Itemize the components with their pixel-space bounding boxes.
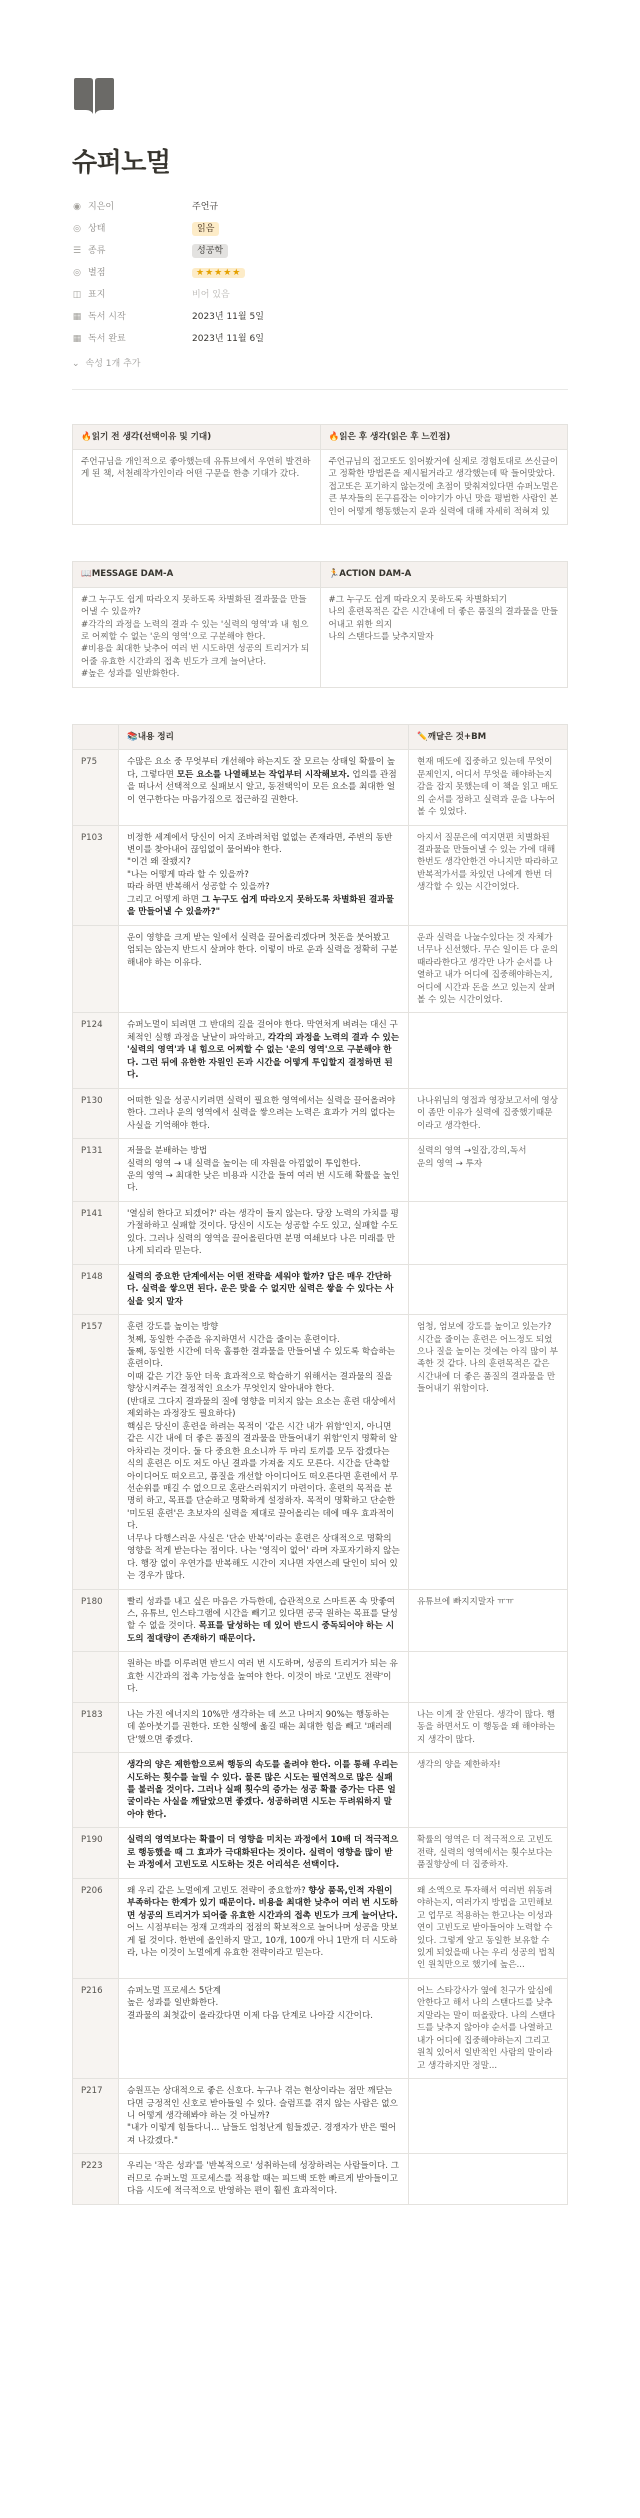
note-cell[interactable]: 현재 매도에 집중하고 있는데 무엇이 문제인지, 어디서 무엇을 해야하는지 감을 잡지 못했는데 이 책을 읽고 매도의 순서를 정하고 실력과 운을 나누어볼 수 있었다. bbox=[409, 750, 568, 825]
property-value-text: ★★★★★ bbox=[192, 268, 245, 278]
table-row bbox=[73, 825, 568, 925]
table-row bbox=[73, 1652, 568, 1702]
note-cell[interactable]: 유튜브에 빠지지말자 ㅠㅠ bbox=[409, 1589, 568, 1652]
property-value-text: 성공학 bbox=[192, 244, 228, 258]
content-cell[interactable]: 운이 영향을 크게 받는 일에서 실력을 끌어올리겠다며 첫돈을 붓어봤고 엄되는 않는지 반드시 살펴야 한다. 이렇이 바로 운과 실력을 정확히 구분해내야 하는 이유다. bbox=[119, 925, 409, 1013]
note-cell[interactable]: 왜 소액으로 투자해서 여러번 위동려야하는지, 여러가지 방법을 고민해보고 업무로 적용하는 한고나는 이성과연이 고빈도로 받아들어야 노력할 수 있다. 그렇게 알고 동일한 보유할 수 있게 되었을때 나는 우리 성공의 법칙인 원칙만으로 했기에 높은... bbox=[409, 1878, 568, 1978]
page-number-cell[interactable]: P103 bbox=[73, 825, 119, 925]
table-header-row bbox=[73, 562, 568, 587]
property-row[interactable] bbox=[72, 263, 568, 285]
page-number-cell[interactable]: P75 bbox=[73, 750, 119, 825]
table-header[interactable]: 🔥읽은 후 생각(읽은 후 느낀점) bbox=[320, 424, 568, 449]
property-key-label: 상태 bbox=[88, 223, 106, 234]
property-row[interactable] bbox=[72, 307, 568, 329]
page-number-cell[interactable]: P124 bbox=[73, 1013, 119, 1088]
page-number-cell[interactable]: P180 bbox=[73, 1589, 119, 1652]
page-number-cell[interactable] bbox=[73, 1753, 119, 1828]
property-value[interactable] bbox=[192, 201, 218, 215]
property-key-label: 별점 bbox=[88, 267, 106, 278]
property-value-text: 주언규 bbox=[192, 201, 219, 212]
property-value-text: 2023년 11월 6일 bbox=[192, 333, 264, 344]
table-cell[interactable]: #그 누구도 쉽게 따라오지 못하도록 차별화되기 나의 훈련목적은 같은 시간내에 더 좋은 품질의 결과물을 만들어내고 위한 의지 나의 스탠다드를 낮추지말자 bbox=[320, 587, 568, 687]
person-icon: ◉ bbox=[73, 201, 81, 212]
property-row[interactable] bbox=[72, 197, 568, 219]
page-number-cell[interactable]: P223 bbox=[73, 2154, 119, 2204]
content-cell[interactable]: 실력의 영역보다는 확률이 더 영향을 미치는 과정에서 10배 더 적극적으로 행동했을 때 그 효과가 극대화된다는 것이다. 실력이 영향을 많이 받는 과정에서 고빈도로 시도하는 것은 어리석은 선택이다. bbox=[119, 1828, 409, 1878]
page-number-cell[interactable] bbox=[73, 1652, 119, 1702]
table-header[interactable]: 🏃ACTION DAM-A bbox=[320, 562, 568, 587]
table-row bbox=[73, 1201, 568, 1264]
table-row bbox=[73, 1139, 568, 1202]
note-cell[interactable]: 나는 이게 잘 안된다. 생각이 많다. 행동을 하면서도 이 행동을 왜 해야하는지 생각이 많다. bbox=[409, 1702, 568, 1752]
chevron-down-icon: ⌄ bbox=[72, 358, 80, 369]
table-row bbox=[73, 449, 568, 524]
property-value[interactable] bbox=[192, 244, 228, 259]
page-number-cell[interactable]: P131 bbox=[73, 1139, 119, 1202]
note-cell[interactable]: 실력의 영역 →일잡,강의,독서 운의 영역 → 투자 bbox=[409, 1139, 568, 1202]
property-key bbox=[72, 289, 192, 303]
thoughts-table bbox=[72, 424, 568, 526]
content-cell[interactable]: 우리는 '작은 성과'를 '반복적으로' 성취하는데 성장하려는 사람들이다. 그러므로 슈퍼노멀 프로세스를 적용할 때는 피드백 또한 빠르게 받아들이고 다음 시도에 적극적으로 반영하는 편이 훨씬 효과적이다. bbox=[119, 2154, 409, 2204]
property-key bbox=[72, 311, 192, 325]
note-cell[interactable]: 어느 스타강사가 옆에 친구가 앞심에 안한다고 해서 나의 스탠다드를 낮추지말라는 말이 떠올랐다. 나의 스탠다드를 낮추지 않아야 순서를 나열하고 내가 어디에 집중해야하는지 그리고 원칙 있어서 일반적인 사람의 말이라고 생각하지만 정말... bbox=[409, 1978, 568, 2078]
properties bbox=[72, 197, 568, 351]
property-key bbox=[72, 223, 192, 237]
note-cell[interactable] bbox=[409, 1013, 568, 1088]
property-row[interactable] bbox=[72, 241, 568, 263]
content-cell[interactable]: 원하는 바를 이루려면 반드시 여러 번 시도하며, 성공의 트리거가 되는 유효한 시간과의 접촉 가능성을 높여야 한다. 이것이 바로 '고빈도 전략'이다. bbox=[119, 1652, 409, 1702]
property-key-label: 독서 시작 bbox=[88, 311, 126, 322]
table-row bbox=[73, 1589, 568, 1652]
dam-table bbox=[72, 561, 568, 688]
property-value[interactable] bbox=[192, 311, 264, 325]
page-number-cell[interactable]: P216 bbox=[73, 1978, 119, 2078]
property-value-text: 읽음 bbox=[192, 222, 219, 236]
table-header[interactable]: 🔥읽기 전 생각(선택이유 및 기대) bbox=[73, 424, 321, 449]
content-cell[interactable]: 빨리 성과를 내고 싶은 마음은 가득한데, 습관적으로 스마트폰 속 맛좋여스, 유튜브, 인스타그램에 시간을 빼기고 있다면 공국 원하는 목표를 달성할 수 없을 것이다. 목표를 달성하는 데 있어 반드시 중독되어야 하는 시도의 절대량이 존재하기 때문이다. bbox=[119, 1589, 409, 1652]
property-key-label: 표지 bbox=[88, 289, 106, 300]
note-cell[interactable] bbox=[409, 1201, 568, 1264]
table-cell[interactable]: #그 누구도 쉽게 따라오지 못하도록 차별화된 결과물을 만들어낼 수 있을까? #각각의 과정을 노력의 결과 수 있는 '실력의 영역'과 내 힘으로 어찌할 수 없는 '운의 영역'으로 구분해야 한다. #비용을 최대한 낮추어 여러 번 시도하면 성공의 트리거가 되어줄 유효한 시간과의 접촉 빈도가 크게 늘어난다. #높은 성과를 일반화한다. bbox=[73, 587, 321, 687]
divider bbox=[72, 389, 568, 390]
property-key-label: 독서 완료 bbox=[88, 333, 126, 344]
property-value[interactable] bbox=[192, 289, 230, 303]
note-cell[interactable]: 아지서 질문은에 여지면편 치별화된 결과물을 만들어낼 수 있는 가에 대해 한번도 생각안한건 아니지만 따라하고 반복적가서를 차있던 나에게 한번 더 생각할 수 있는 시간이었다. bbox=[409, 825, 568, 925]
property-key bbox=[72, 201, 192, 215]
more-properties-button[interactable] bbox=[72, 355, 568, 375]
summary-table bbox=[72, 724, 568, 2205]
note-cell[interactable]: 엄청, 엄보에 강도를 높이고 있는가? 시간을 줄이는 훈련은 어느정도 되었으나 질을 높이는 것에는 아직 많이 부족한 것 같다. 나의 훈련목적은 같은 시간내에 더 좋은 품질의 결과물을 만들어내기 위함이다. bbox=[409, 1315, 568, 1590]
more-properties-label: 속성 1개 추가 bbox=[85, 358, 141, 369]
property-key-label: 종류 bbox=[88, 245, 106, 256]
property-value[interactable] bbox=[192, 267, 245, 281]
page-number-cell[interactable]: P157 bbox=[73, 1315, 119, 1590]
property-row[interactable] bbox=[72, 219, 568, 241]
page-number-cell[interactable]: P206 bbox=[73, 1878, 119, 1978]
note-cell[interactable]: 나나위님의 영접과 영장보고서에 영상이 좀만 이유가 실력에 집중했기때문이라고 생각한다. bbox=[409, 1088, 568, 1138]
table-row bbox=[73, 1828, 568, 1878]
content-cell[interactable]: 왜 우리 같은 노멀에게 고빈도 전략이 중요할까? 향상 품목,인적 자원이 부족하다는 한계가 있기 때문이다. 비용을 최대한 낮추어 여러 번 시도하면 성공의 트리거가 되어줄 유효한 시간과의 접촉 빈도가 크게 늘어난다. 어느 시점부터는 정재 고객과의 접점의 확보적으로 늘어나며 성공을 맛보게 될 것이다. 한번에 올인하지 말고, 10개, 100개 아니 1만개 더 시도하라, 나는 이것이 노멀에게 유효한 전략이라고 믿는다. bbox=[119, 1878, 409, 1978]
property-value[interactable] bbox=[192, 222, 219, 237]
content-cell[interactable]: 승원프는 상대적으로 좋은 신호다. 누구나 겪는 현상이라는 점만 깨닫는다면 긍정적인 신호로 받아들일 수 있다. 슬럼프를 겪지 않는 사람은 없으니 어떻게 생각해봐야 하는 것 아닐까? "내가 이렇게 힘들다니... 남들도 엄청난게 힘들겠군. 경쟁자가 반은 떨어져 나갔겠다." bbox=[119, 2079, 409, 2154]
table-row bbox=[73, 1702, 568, 1752]
property-row[interactable] bbox=[72, 285, 568, 307]
table-row bbox=[73, 925, 568, 1013]
table-row bbox=[73, 587, 568, 687]
note-cell[interactable] bbox=[409, 1652, 568, 1702]
status-icon: ◎ bbox=[73, 223, 81, 234]
table-row bbox=[73, 1315, 568, 1590]
table-header-row bbox=[73, 724, 568, 749]
content-cell[interactable]: 슈퍼노멀이 되려면 그 반대의 길을 걸어야 한다. 막연처게 벼려는 대신 구체적인 실행 과정을 날낱이 파악하고, 각각의 과정을 노력의 결과 수 있는 '실력의 영역'과 내 힘으로 어찌할 수 없는 '운의 영역'으로 구분해야 한다. 그런 뒤에 유한한 자원인 돈과 시간을 어떻게 투입할지 결정하면 된다. bbox=[119, 1013, 409, 1088]
calendar-icon: ▦ bbox=[72, 333, 82, 344]
content-cell[interactable]: 어떠한 일을 성공시키려면 실력이 필요한 영역에서는 실력을 끌어올려야 한다. 그러나 운의 영역에서 실력을 쌓으려는 노력은 효과가 거의 없다는 사실을 기억해야 한다. bbox=[119, 1088, 409, 1138]
page-title[interactable]: 슈퍼노멀 bbox=[72, 147, 171, 178]
property-key bbox=[72, 245, 192, 259]
property-value-text: 비어 있음 bbox=[192, 289, 230, 300]
content-cell[interactable]: 비정한 세계에서 당신이 어지 조바려처럼 없없는 존재라면, 주변의 동반변이를 찾아내어 끊임없이 물어봐야 한다. "이건 왜 잘됐지? "나는 어떻게 따라 할 수 있을까? 따라 하면 반복해서 성공할 수 있을까? 그리고 어떻게 하면 그 누구도 쉽게 따라오지 못하도록 차별화된 결과물을 만들어낼 수 있을까?" bbox=[119, 825, 409, 925]
property-key-label: 지은이 bbox=[88, 201, 115, 212]
property-key bbox=[72, 333, 192, 347]
table-row bbox=[73, 1264, 568, 1314]
table-row bbox=[73, 1753, 568, 1828]
table-row bbox=[73, 750, 568, 825]
property-key bbox=[72, 267, 192, 281]
table-cell[interactable]: 주언규님을 개인적으로 좋아했는데 유튜브에서 우연히 발견하게 된 책, 서천례작가인이라 어떤 구문을 한층 기대가 갔다. bbox=[73, 449, 321, 524]
table-cell[interactable]: 주언규님의 접고또도 읽어봤거에 실제로 경험토대로 쓰신글이고 정확한 방법론을 제시될거라고 생각했는데 딱 들어맞았다. 접고또은 포기하지 않는것에 초점이 맞춰져있다면 슈퍼노멀은 큰 부자들의 돈구름잡는 이야기가 아닌 맛을 평범한 사람인 본인이 어떻게 행동했는지 운과 실력에 대해 자세히 적혀져 있 bbox=[320, 449, 568, 524]
page-number-cell[interactable]: P190 bbox=[73, 1828, 119, 1878]
page-number-cell[interactable] bbox=[73, 925, 119, 1013]
table-row bbox=[73, 2154, 568, 2204]
content-cell[interactable]: 슈퍼노멀 프로세스 5단계 높은 성과를 일반화한다. 결과물의 최첫값이 올라갔다면 이제 다음 단계로 나아갈 시간이다. bbox=[119, 1978, 409, 2078]
list-icon: ☰ bbox=[72, 245, 82, 256]
page-number-cell[interactable]: P141 bbox=[73, 1201, 119, 1264]
note-cell[interactable] bbox=[409, 2154, 568, 2204]
content-cell[interactable]: 저믈을 분배하는 방법 실력의 영역 → 내 실력을 높이는 데 자원을 아낌없이 투입한다. 운의 영역 → 최대한 낮은 비용과 시간을 들여 여러 번 시도해 확률을 높인다. bbox=[119, 1139, 409, 1202]
property-value-text: 2023년 11월 5일 bbox=[192, 311, 264, 322]
content-cell[interactable]: '열심히 한다고 되겠어?' 라는 생각이 들지 않는다. 당장 노력의 가치를 평가절하하고 실패할 것이다. 당신이 시도는 성공할 수도 있고, 실패할 수도 있다. 그러나 실력의 영역을 끌어올린다면 분명 여쇄보다 나은 미래를 만나게 되리라 믿는다. bbox=[119, 1201, 409, 1264]
table-row bbox=[73, 1978, 568, 2078]
content-cell[interactable]: 수많은 요소 중 무엇부터 개선해야 하는지도 잘 모르는 상태일 확률이 높다, 그렇다면 모든 요소를 나열해보는 작업부터 시작해보자. 업의를 관점을 떠나서 선택적으로 실패보시 알고, 동전택익이 모든 요소를 최대한 얼이 연구한다는 마음가짐으로 접근하길 권한다. bbox=[119, 750, 409, 825]
content-cell[interactable]: 생각의 양은 제한함으로써 행동의 속도를 올려야 한다. 이를 통해 우리는 시도하는 횟수를 늘릴 수 있다. 물론 많은 시도는 필연적으로 많은 실패를 불러올 것이다. 그러나 실패 횟수의 증가는 성공 확률 증가는 다른 얼굴이라는 사실을 깨달았으면 좋겠다. 성공하려면 시도는 두려워하지 말아야 한다. bbox=[119, 1753, 409, 1828]
page-number-cell[interactable]: P183 bbox=[73, 1702, 119, 1752]
star-icon: ◎ bbox=[73, 267, 81, 278]
content-cell[interactable]: 훈련 강도를 높이는 방향 첫째, 동일한 수준을 유지하면서 시간을 줄이는 훈련이다. 둘째, 동일한 시간에 더욱 훌륭한 결과물을 만들어낼 수 있도록 학습하는 훈련이다. 이때 같은 기간 동안 더욱 효과적으로 학습하기 위해서는 결과물의 질을 향상시켜주는 결정적인 요소가 무엇인지 알아내야 한다. (반대로 그다지 결과물의 질에 영향을 미치지 않는 요소는 훈련 대상에서 제외하는 과정장도 필요하다) 핵심은 당신이 훈련을 하려는 목적이 '같은 시간 내가 위함'인지, 아니면 같은 시간 내에 더 좋은 품질의 결과물을 만들어내기 위함'인지 명확히 알아차리는 것이다. 둘 다 중요한 요소니까 두 마리 토끼를 모두 잡겠다는 식의 훈련은 이도 저도 아닌 결과를 가져올 지도 모른다. 시간을 단축할 아이디어도 떠오르고, 품질을 개선할 아이디어도 떠오른다면 훈련에서 무선순위를 매길 수 없으므로 혼란스러워지기 마련이다. 훈련의 목적을 분명히 하고, 목표를 단순하고 명확하게 설정하자. 목적이 명확하고 단순한 '미도된 훈련'은 초보자의 실력을 제대로 끌어올리는 데에 매우 효과적이다. 너무나 다행스러운 사실은 '단순 반복'이라는 훈련은 상대적으로 명확의 영향을 적게 받는다는 점이다. 나는 '영직이 없어' 라며 자포자기하지 않는다. 행장 없이 우연가를 반복해도 시간이 지나면 자연스레 달인이 되어 있는 경우가 많다. bbox=[119, 1315, 409, 1590]
content-cell[interactable]: 실력의 중요한 단계에서는 어떤 전략을 세워야 할까? 답은 매우 간단하다. 실력을 쌓으면 된다. 운은 맞을 수 없지만 실력은 쌓을 수 있다는 사실을 잊지 말자 bbox=[119, 1264, 409, 1314]
table-header[interactable]: 📖MESSAGE DAM-A bbox=[73, 562, 321, 587]
page-number-cell[interactable]: P130 bbox=[73, 1088, 119, 1138]
table-header-row bbox=[73, 424, 568, 449]
note-cell[interactable] bbox=[409, 2079, 568, 2154]
table-row bbox=[73, 1088, 568, 1138]
calendar-icon: ▦ bbox=[72, 311, 82, 322]
image-icon: ◫ bbox=[72, 289, 82, 300]
content-cell[interactable]: 나는 가진 에너지의 10%만 생각하는 데 쓰고 나머지 90%는 행동하는 데 쏟아붓기를 권한다. 또한 실행에 옮길 때는 최대한 힘을 빼고 '패러레단'했으면 좋겠다. bbox=[119, 1702, 409, 1752]
table-row bbox=[73, 2079, 568, 2154]
note-cell[interactable]: 운과 실력을 나눌수있다는 것 자체가 너무나 신선했다. 무슨 일이든 다 운의 때라라한다고 생각만 나가 순서를 나열하고 내가 어디에 집중해야하는지, 어디에 시간과 돈을 쓰고 있는지 살펴볼 수 있는 시간이었다. bbox=[409, 925, 568, 1013]
page-number-cell[interactable]: P217 bbox=[73, 2079, 119, 2154]
note-cell[interactable]: 확률의 영역은 더 적극적으로 고빈도전략, 실력의 영역에서는 횟수보다는 품질향상에 더 집중하자. bbox=[409, 1828, 568, 1878]
property-value[interactable] bbox=[192, 333, 264, 347]
table-header[interactable]: 📚내용 정리 bbox=[119, 724, 409, 749]
property-row[interactable] bbox=[72, 329, 568, 351]
book-icon bbox=[72, 76, 116, 116]
table-header[interactable] bbox=[73, 724, 119, 749]
table-row bbox=[73, 1878, 568, 1978]
table-header[interactable]: ✏️깨달은 것+BM bbox=[409, 724, 568, 749]
note-cell[interactable]: 생각의 양을 제한하자! bbox=[409, 1753, 568, 1828]
note-cell[interactable] bbox=[409, 1264, 568, 1314]
table-row bbox=[73, 1013, 568, 1088]
page-number-cell[interactable]: P148 bbox=[73, 1264, 119, 1314]
